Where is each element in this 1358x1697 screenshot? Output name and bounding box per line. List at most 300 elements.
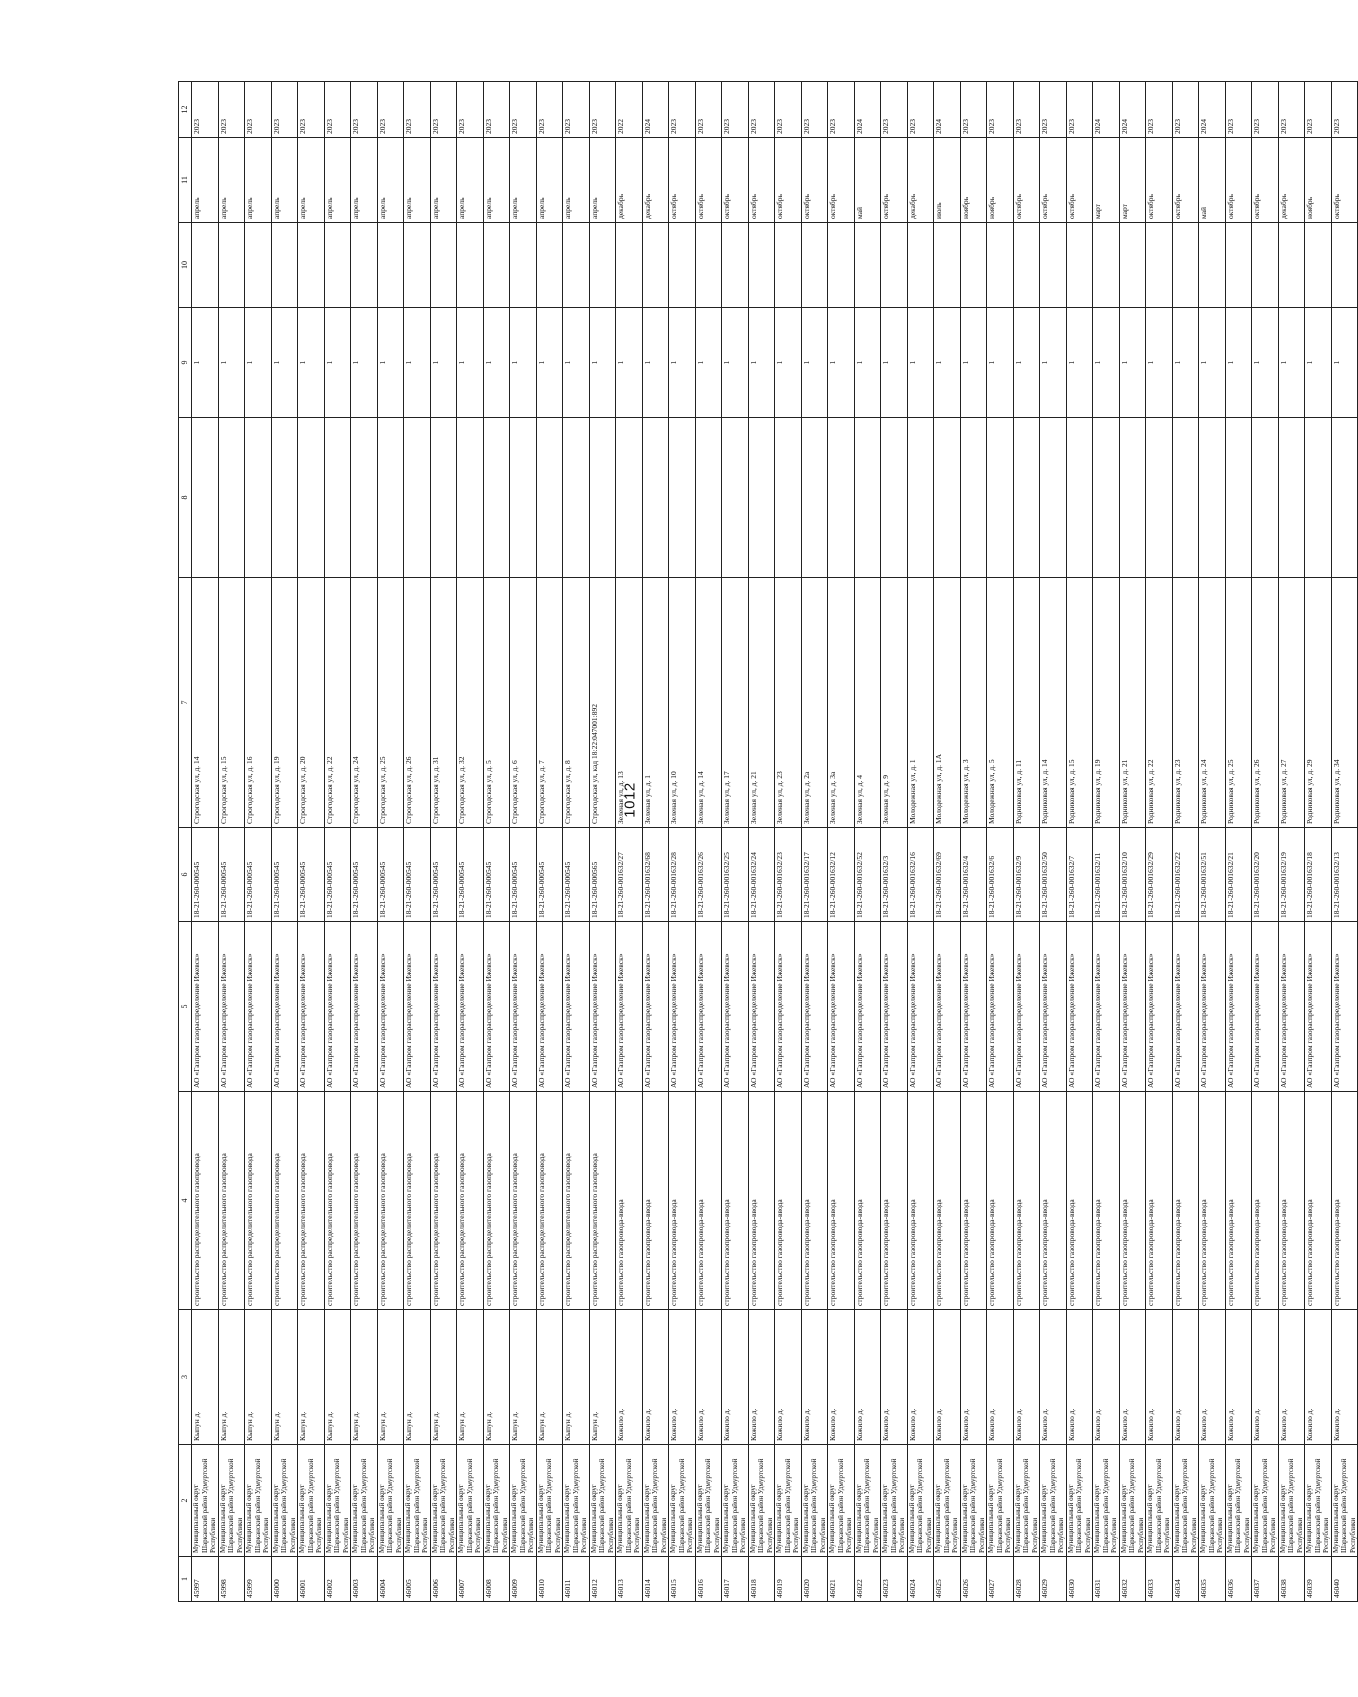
cell-work-type: строительство распределительного газопровода — [298, 1092, 325, 1310]
cell-quantity: 1 — [1093, 308, 1120, 418]
header-row — [179, 82, 192, 1602]
cell-organization: АО «Газпром газораспределение Ижевск» — [298, 922, 325, 1092]
cell-tu-number: 18-21-260-000545 — [563, 828, 590, 922]
cell-year: 2024 — [1093, 82, 1120, 138]
cell-year: 2023 — [1225, 82, 1252, 138]
cell-tu-number: 18-21-260-001632/21 — [1225, 828, 1252, 922]
cell-work-type: строительство газопровода-ввода — [828, 1092, 855, 1310]
cell-address: Зеленая ул, д. 9 — [881, 578, 908, 828]
cell-address: Строгодская ул, д. 7 — [536, 578, 563, 828]
cell-work-type: строительство газопровода-ввода — [1199, 1092, 1226, 1310]
cell-quantity: 1 — [1172, 308, 1199, 418]
cell-address: Строгодская ул, д. 15 — [218, 578, 245, 828]
cell-row-number: 46013 — [616, 1557, 643, 1602]
cell-municipality: Муниципальный округ Шарканский район Удмуртской Республики — [748, 1445, 775, 1557]
cell-tu-number: 18-21-260-001632/51 — [1199, 828, 1226, 922]
cell-organization: АО «Газпром газораспределение Ижевск» — [881, 922, 908, 1092]
cell-tu-number: 18-21-260-001632/7 — [1066, 828, 1093, 922]
table-row — [563, 82, 590, 1602]
cell-year: 2023 — [563, 82, 590, 138]
cell-row-number: 46032 — [1119, 1557, 1146, 1602]
cell-col-10 — [616, 223, 643, 308]
cell-tu-number: 18-21-260-001632/52 — [854, 828, 881, 922]
cell-organization: АО «Газпром газораспределение Ижевск» — [907, 922, 934, 1092]
cell-col-10 — [430, 223, 457, 308]
cell-month: апрель — [430, 138, 457, 223]
column-header-6: 6 — [179, 828, 192, 922]
cell-tu-number: 18-21-260-001632/69 — [934, 828, 961, 922]
cell-col-10 — [457, 223, 484, 308]
cell-tu-number: 18-21-260-000545 — [377, 828, 404, 922]
cell-work-type: строительство распределительного газопровода — [404, 1092, 431, 1310]
cell-year: 2023 — [377, 82, 404, 138]
cell-organization: АО «Газпром газораспределение Ижевск» — [430, 922, 457, 1092]
cell-year: 2023 — [1305, 82, 1332, 138]
cell-settlement: Кожило д. — [1119, 1310, 1146, 1445]
cell-month: апрель — [510, 138, 537, 223]
cell-year: 2023 — [271, 82, 298, 138]
table-row — [1119, 82, 1146, 1602]
cell-col-10 — [192, 223, 219, 308]
cell-address: Родниковая ул, д. 23 — [1172, 578, 1199, 828]
cell-quantity: 1 — [722, 308, 749, 418]
cell-col-10 — [1305, 223, 1332, 308]
cell-municipality: Муниципальный округ Шарканский район Удмуртской Республики — [563, 1445, 590, 1557]
cell-work-type: строительство газопровода-ввода — [748, 1092, 775, 1310]
cell-address: Родниковая ул, д. 29 — [1305, 578, 1332, 828]
cell-municipality: Муниципальный округ Шарканский район Удмуртской Республики — [1225, 1445, 1252, 1557]
cell-col-8 — [934, 418, 961, 578]
cell-col-10 — [1119, 223, 1146, 308]
cell-settlement: Кыпун д. — [377, 1310, 404, 1445]
cell-month: октябрь — [695, 138, 722, 223]
cell-municipality: Муниципальный округ Шарканский район Удмуртской Республики — [1066, 1445, 1093, 1557]
cell-month: октябрь — [1066, 138, 1093, 223]
table-row — [1066, 82, 1093, 1602]
table-row — [1225, 82, 1252, 1602]
cell-settlement: Кыпун д. — [536, 1310, 563, 1445]
cell-address: Строгодская ул, д. 25 — [377, 578, 404, 828]
cell-settlement: Кожило д. — [748, 1310, 775, 1445]
cell-quantity: 1 — [907, 308, 934, 418]
cell-year: 2023 — [1040, 82, 1067, 138]
cell-month: май — [854, 138, 881, 223]
cell-municipality: Муниципальный округ Шарканский район Удмуртской Республики — [987, 1445, 1014, 1557]
table-row — [324, 82, 351, 1602]
cell-work-type: строительство газопровода-ввода — [1172, 1092, 1199, 1310]
cell-col-8 — [854, 418, 881, 578]
cell-municipality: Муниципальный округ Шарканский район Удмуртской Республики — [1199, 1445, 1226, 1557]
cell-address: Зеленая ул, д. 17 — [722, 578, 749, 828]
table-row — [1199, 82, 1226, 1602]
cell-month: апрель — [324, 138, 351, 223]
cell-row-number: 45997 — [192, 1557, 219, 1602]
cell-settlement: Кыпун д. — [271, 1310, 298, 1445]
cell-organization: АО «Газпром газораспределение Ижевск» — [457, 922, 484, 1092]
cell-quantity: 1 — [245, 308, 272, 418]
cell-month: октябрь — [881, 138, 908, 223]
cell-tu-number: 18-21-260-001632/6 — [987, 828, 1014, 922]
cell-address: Строгодская ул, д. 32 — [457, 578, 484, 828]
cell-organization: АО «Газпром газораспределение Ижевск» — [1199, 922, 1226, 1092]
cell-organization: АО «Газпром газораспределение Ижевск» — [828, 922, 855, 1092]
cell-year: 2024 — [1199, 82, 1226, 138]
cell-row-number: 46018 — [748, 1557, 775, 1602]
cell-tu-number: 18-21-260-001632/20 — [1252, 828, 1279, 922]
table-row — [616, 82, 643, 1602]
cell-col-8 — [1199, 418, 1226, 578]
cell-month: ноябрь — [987, 138, 1014, 223]
cell-quantity: 1 — [589, 308, 616, 418]
cell-municipality: Муниципальный округ Шарканский район Удмуртской Республики — [1040, 1445, 1067, 1557]
cell-col-8 — [801, 418, 828, 578]
cell-row-number: 46006 — [430, 1557, 457, 1602]
cell-municipality: Муниципальный округ Шарканский район Удмуртской Республики — [430, 1445, 457, 1557]
cell-col-10 — [589, 223, 616, 308]
cell-work-type: строительство распределительного газопровода — [589, 1092, 616, 1310]
cell-organization: АО «Газпром газораспределение Ижевск» — [934, 922, 961, 1092]
cell-col-8 — [298, 418, 325, 578]
cell-tu-number: 18-21-260-000545 — [351, 828, 378, 922]
cell-year: 2023 — [1331, 82, 1358, 138]
cell-row-number: 46012 — [589, 1557, 616, 1602]
table-row — [934, 82, 961, 1602]
cell-organization: АО «Газпром газораспределение Ижевск» — [695, 922, 722, 1092]
cell-month: ноябрь — [1305, 138, 1332, 223]
cell-organization: АО «Газпром газораспределение Ижевск» — [324, 922, 351, 1092]
cell-row-number: 46003 — [351, 1557, 378, 1602]
cell-year: 2023 — [1013, 82, 1040, 138]
cell-col-8 — [1093, 418, 1120, 578]
cell-tu-number: 18-21-260-001632/24 — [748, 828, 775, 922]
cell-quantity: 1 — [271, 308, 298, 418]
cell-work-type: строительство газопровода-ввода — [1331, 1092, 1358, 1310]
table-row — [192, 82, 219, 1602]
table-row — [960, 82, 987, 1602]
cell-tu-number: 18-21-260-000545 — [271, 828, 298, 922]
cell-col-8 — [1040, 418, 1067, 578]
cell-organization: АО «Газпром газораспределение Ижевск» — [1252, 922, 1279, 1092]
cell-organization: АО «Газпром газораспределение Ижевск» — [722, 922, 749, 1092]
cell-quantity: 1 — [960, 308, 987, 418]
cell-address: Родниковая ул, д. 34 — [1331, 578, 1358, 828]
cell-organization: АО «Газпром газораспределение Ижевск» — [669, 922, 696, 1092]
cell-col-10 — [748, 223, 775, 308]
cell-year: 2023 — [775, 82, 802, 138]
cell-work-type: строительство газопровода-ввода — [960, 1092, 987, 1310]
table-row — [457, 82, 484, 1602]
cell-municipality: Муниципальный округ Шарканский район Удмуртской Республики — [669, 1445, 696, 1557]
cell-col-10 — [536, 223, 563, 308]
cell-settlement: Кожило д. — [669, 1310, 696, 1445]
cell-work-type: строительство распределительного газопровода — [218, 1092, 245, 1310]
table-row — [1278, 82, 1305, 1602]
cell-col-8 — [483, 418, 510, 578]
cell-tu-number: 18-21-260-001632/68 — [642, 828, 669, 922]
cell-work-type: строительство распределительного газопровода — [377, 1092, 404, 1310]
cell-row-number: 46021 — [828, 1557, 855, 1602]
table-row — [907, 82, 934, 1602]
cell-municipality: Муниципальный округ Шарканский район Удмуртской Республики — [1278, 1445, 1305, 1557]
cell-col-10 — [377, 223, 404, 308]
cell-tu-number: 18-21-260-001632/19 — [1278, 828, 1305, 922]
cell-tu-number: 18-21-260-000545 — [457, 828, 484, 922]
cell-col-10 — [1225, 223, 1252, 308]
cell-tu-number: 18-21-260-001632/16 — [907, 828, 934, 922]
cell-tu-number: 18-21-260-001632/26 — [695, 828, 722, 922]
cell-row-number: 46039 — [1305, 1557, 1332, 1602]
table-row — [536, 82, 563, 1602]
cell-row-number: 46033 — [1146, 1557, 1173, 1602]
cell-month: октябрь — [1172, 138, 1199, 223]
cell-tu-number: 18-21-260-001632/18 — [1305, 828, 1332, 922]
cell-quantity: 1 — [457, 308, 484, 418]
cell-quantity: 1 — [1225, 308, 1252, 418]
cell-col-8 — [536, 418, 563, 578]
cell-address: Строгодская ул, д. 16 — [245, 578, 272, 828]
cell-col-10 — [987, 223, 1014, 308]
cell-settlement: Кожило д. — [1013, 1310, 1040, 1445]
cell-municipality: Муниципальный округ Шарканский район Удмуртской Республики — [907, 1445, 934, 1557]
cell-quantity: 1 — [404, 308, 431, 418]
cell-year: 2023 — [1252, 82, 1279, 138]
cell-quantity: 1 — [881, 308, 908, 418]
column-header-11: 11 — [179, 138, 192, 223]
gasification-table — [178, 81, 1358, 1602]
cell-address: Родниковая ул, д. 21 — [1119, 578, 1146, 828]
table-row — [404, 82, 431, 1602]
cell-work-type: строительство распределительного газопровода — [483, 1092, 510, 1310]
cell-work-type: строительство газопровода-ввода — [1225, 1092, 1252, 1310]
cell-municipality: Муниципальный округ Шарканский район Удмуртской Республики — [457, 1445, 484, 1557]
table-row — [642, 82, 669, 1602]
table-row — [748, 82, 775, 1602]
cell-col-10 — [563, 223, 590, 308]
cell-month: октябрь — [1252, 138, 1279, 223]
cell-col-10 — [1093, 223, 1120, 308]
cell-municipality: Муниципальный округ Шарканский район Удмуртской Республики — [377, 1445, 404, 1557]
cell-municipality: Муниципальный округ Шарканский район Удмуртской Республики — [351, 1445, 378, 1557]
cell-col-10 — [1040, 223, 1067, 308]
cell-organization: АО «Газпром газораспределение Ижевск» — [563, 922, 590, 1092]
cell-quantity: 1 — [1119, 308, 1146, 418]
cell-year: 2023 — [324, 82, 351, 138]
cell-tu-number: 18-21-260-000565 — [589, 828, 616, 922]
cell-quantity: 1 — [1146, 308, 1173, 418]
cell-municipality: Муниципальный округ Шарканский район Удмуртской Республики — [881, 1445, 908, 1557]
cell-address: Родниковая ул, д. 27 — [1278, 578, 1305, 828]
cell-quantity: 1 — [1199, 308, 1226, 418]
cell-row-number: 45998 — [218, 1557, 245, 1602]
cell-year: 2024 — [642, 82, 669, 138]
table-row — [298, 82, 325, 1602]
cell-address: Молодежная ул, д. 1А — [934, 578, 961, 828]
cell-quantity: 1 — [748, 308, 775, 418]
cell-row-number: 46015 — [669, 1557, 696, 1602]
cell-quantity: 1 — [801, 308, 828, 418]
cell-row-number: 46038 — [1278, 1557, 1305, 1602]
cell-tu-number: 18-21-260-001632/28 — [669, 828, 696, 922]
cell-settlement: Кыпун д. — [483, 1310, 510, 1445]
cell-tu-number: 18-21-260-000545 — [298, 828, 325, 922]
cell-col-10 — [218, 223, 245, 308]
cell-row-number: 46007 — [457, 1557, 484, 1602]
table-row — [828, 82, 855, 1602]
cell-address: Зеленая ул, д. 3а — [828, 578, 855, 828]
cell-col-8 — [669, 418, 696, 578]
cell-organization: АО «Газпром газораспределение Ижевск» — [960, 922, 987, 1092]
cell-year: 2022 — [616, 82, 643, 138]
cell-organization: АО «Газпром газораспределение Ижевск» — [775, 922, 802, 1092]
cell-month: декабрь — [1278, 138, 1305, 223]
cell-quantity: 1 — [1066, 308, 1093, 418]
cell-work-type: строительство газопровода-ввода — [616, 1092, 643, 1310]
cell-municipality: Муниципальный округ Шарканский район Удмуртской Республики — [536, 1445, 563, 1557]
cell-col-10 — [1252, 223, 1279, 308]
cell-row-number: 46026 — [960, 1557, 987, 1602]
cell-tu-number: 18-21-260-001632/13 — [1331, 828, 1358, 922]
cell-row-number: 46002 — [324, 1557, 351, 1602]
cell-month: октябрь — [775, 138, 802, 223]
cell-work-type: строительство распределительного газопровода — [563, 1092, 590, 1310]
cell-municipality: Муниципальный округ Шарканский район Удмуртской Республики — [722, 1445, 749, 1557]
cell-organization: АО «Газпром газораспределение Ижевск» — [1093, 922, 1120, 1092]
cell-address: Молодежная ул, д. 5 — [987, 578, 1014, 828]
cell-organization: АО «Газпром газораспределение Ижевск» — [218, 922, 245, 1092]
cell-year: 2023 — [960, 82, 987, 138]
cell-municipality: Муниципальный округ Шарканский район Удмуртской Республики — [404, 1445, 431, 1557]
column-header-12: 12 — [179, 82, 192, 138]
cell-settlement: Кыпун д. — [457, 1310, 484, 1445]
cell-tu-number: 18-21-260-001632/29 — [1146, 828, 1173, 922]
cell-municipality: Муниципальный округ Шарканский район Удмуртской Республики — [298, 1445, 325, 1557]
cell-year: 2023 — [510, 82, 537, 138]
cell-month: октябрь — [748, 138, 775, 223]
cell-address: Строгодская ул, д. 24 — [351, 578, 378, 828]
cell-col-8 — [457, 418, 484, 578]
cell-year: 2023 — [351, 82, 378, 138]
cell-tu-number: 18-21-260-001632/17 — [801, 828, 828, 922]
cell-year: 2023 — [457, 82, 484, 138]
cell-col-8 — [1172, 418, 1199, 578]
cell-row-number: 46031 — [1093, 1557, 1120, 1602]
cell-row-number: 46036 — [1225, 1557, 1252, 1602]
cell-col-8 — [1225, 418, 1252, 578]
cell-organization: АО «Газпром газораспределение Ижевск» — [483, 922, 510, 1092]
cell-work-type: строительство газопровода-ввода — [1013, 1092, 1040, 1310]
cell-settlement: Кожило д. — [828, 1310, 855, 1445]
cell-row-number: 46023 — [881, 1557, 908, 1602]
cell-col-10 — [801, 223, 828, 308]
cell-organization: АО «Газпром газораспределение Ижевск» — [616, 922, 643, 1092]
cell-municipality: Муниципальный округ Шарканский район Удмуртской Республики — [801, 1445, 828, 1557]
cell-col-10 — [907, 223, 934, 308]
cell-year: 2023 — [1172, 82, 1199, 138]
cell-address: Родниковая ул, д. 25 — [1225, 578, 1252, 828]
cell-col-8 — [775, 418, 802, 578]
cell-address: Зеленая ул, д. 1 — [642, 578, 669, 828]
cell-organization: АО «Газпром газораспределение Ижевск» — [1225, 922, 1252, 1092]
cell-work-type: строительство газопровода-ввода — [1252, 1092, 1279, 1310]
table-row — [881, 82, 908, 1602]
cell-quantity: 1 — [854, 308, 881, 418]
cell-year: 2023 — [669, 82, 696, 138]
cell-col-8 — [1119, 418, 1146, 578]
cell-work-type: строительство газопровода-ввода — [669, 1092, 696, 1310]
cell-row-number: 46000 — [271, 1557, 298, 1602]
cell-organization: АО «Газпром газораспределение Ижевск» — [1172, 922, 1199, 1092]
cell-col-8 — [1278, 418, 1305, 578]
cell-address: Зеленая ул, д. 14 — [695, 578, 722, 828]
cell-month: апрель — [192, 138, 219, 223]
cell-month: апрель — [536, 138, 563, 223]
cell-municipality: Муниципальный округ Шарканский район Удмуртской Республики — [324, 1445, 351, 1557]
cell-row-number: 46034 — [1172, 1557, 1199, 1602]
cell-quantity: 1 — [563, 308, 590, 418]
cell-col-10 — [642, 223, 669, 308]
cell-quantity: 1 — [987, 308, 1014, 418]
cell-quantity: 1 — [1305, 308, 1332, 418]
cell-col-8 — [907, 418, 934, 578]
cell-quantity: 1 — [218, 308, 245, 418]
cell-address: Молодежная ул, д. 3 — [960, 578, 987, 828]
cell-settlement: Кожило д. — [1305, 1310, 1332, 1445]
page-number: 1012 — [621, 782, 639, 818]
cell-address: Строгодская ул, д. 8 — [563, 578, 590, 828]
cell-quantity: 1 — [616, 308, 643, 418]
cell-municipality: Муниципальный округ Шарканский район Удмуртской Республики — [483, 1445, 510, 1557]
cell-organization: АО «Газпром газораспределение Ижевск» — [748, 922, 775, 1092]
cell-organization: АО «Газпром газораспределение Ижевск» — [1013, 922, 1040, 1092]
cell-settlement: Кожило д. — [1066, 1310, 1093, 1445]
cell-settlement: Кожило д. — [722, 1310, 749, 1445]
cell-municipality: Муниципальный округ Шарканский район Удмуртской Республики — [589, 1445, 616, 1557]
cell-address: Строгодская ул, д. 31 — [430, 578, 457, 828]
cell-work-type: строительство газопровода-ввода — [1305, 1092, 1332, 1310]
table-row — [510, 82, 537, 1602]
cell-year: 2023 — [695, 82, 722, 138]
cell-col-10 — [960, 223, 987, 308]
cell-month: апрель — [245, 138, 272, 223]
cell-organization: АО «Газпром газораспределение Ижевск» — [1331, 922, 1358, 1092]
cell-quantity: 1 — [1252, 308, 1279, 418]
cell-municipality: Муниципальный округ Шарканский район Удмуртской Республики — [1252, 1445, 1279, 1557]
cell-municipality: Муниципальный округ Шарканский район Удмуртской Республики — [192, 1445, 219, 1557]
cell-tu-number: 18-21-260-001632/50 — [1040, 828, 1067, 922]
cell-settlement: Кожило д. — [695, 1310, 722, 1445]
cell-col-10 — [510, 223, 537, 308]
cell-work-type: строительство газопровода-ввода — [934, 1092, 961, 1310]
cell-settlement: Кожило д. — [1146, 1310, 1173, 1445]
table-row — [1146, 82, 1173, 1602]
cell-year: 2023 — [536, 82, 563, 138]
cell-organization: АО «Газпром газораспределение Ижевск» — [271, 922, 298, 1092]
cell-col-8 — [1146, 418, 1173, 578]
cell-work-type: строительство газопровода-ввода — [881, 1092, 908, 1310]
cell-quantity: 1 — [298, 308, 325, 418]
cell-quantity: 1 — [1331, 308, 1358, 418]
cell-settlement: Кожило д. — [642, 1310, 669, 1445]
cell-work-type: строительство распределительного газопровода — [271, 1092, 298, 1310]
cell-tu-number: 18-21-260-000545 — [483, 828, 510, 922]
cell-row-number: 46022 — [854, 1557, 881, 1602]
cell-quantity: 1 — [828, 308, 855, 418]
cell-settlement: Кыпун д. — [510, 1310, 537, 1445]
column-header-10: 10 — [179, 223, 192, 308]
cell-col-10 — [1331, 223, 1358, 308]
column-header-2: 2 — [179, 1445, 192, 1557]
cell-month: октябрь — [1013, 138, 1040, 223]
